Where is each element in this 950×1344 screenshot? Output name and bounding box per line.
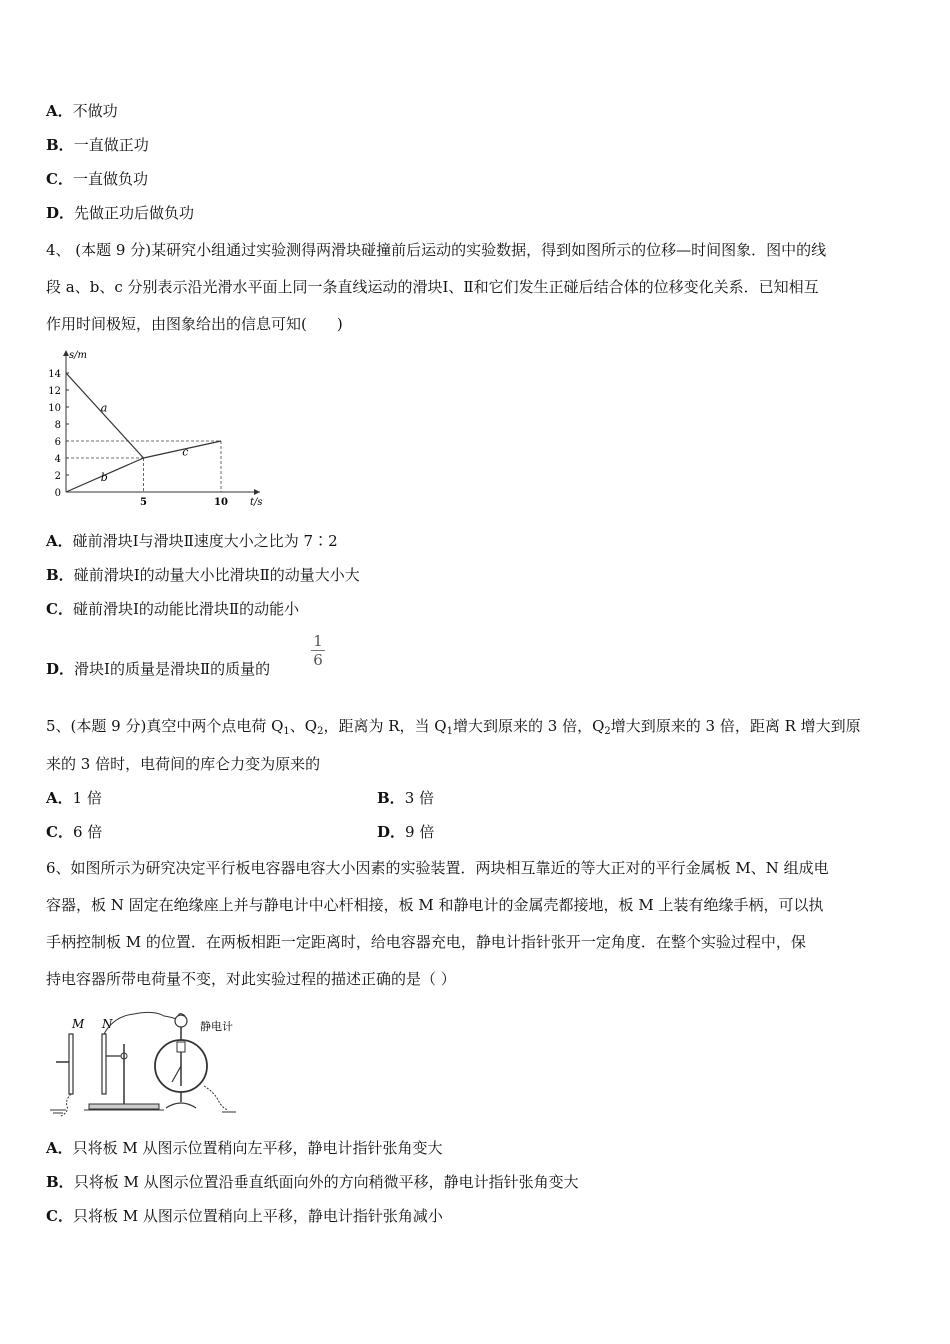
series-line-a bbox=[66, 373, 144, 458]
q5-option-c bbox=[46, 822, 102, 842]
q6-stem-line-2: 容器，板 N 固定在绝缘座上并与静电计中心杆相接，板 M 和静电计的金属壳都接地，板 M 上装有绝缘手柄，可以执 bbox=[46, 896, 824, 914]
q6-option-a bbox=[46, 1138, 443, 1158]
q3-option-d bbox=[46, 203, 194, 223]
option-label: A． bbox=[46, 102, 73, 120]
electrometer-knob bbox=[175, 1015, 187, 1027]
electrometer-label: 静电计 bbox=[200, 1020, 233, 1033]
option-label: C． bbox=[46, 1207, 73, 1225]
q3-option-a bbox=[46, 101, 118, 121]
fraction-denominator: 6 bbox=[313, 651, 323, 669]
option-label: D． bbox=[46, 660, 75, 678]
option-text: 只将板 M 从图示位置沿垂直纸面向外的方向稍微平移，静电计指针张角变大 bbox=[73, 1173, 579, 1191]
x-tick-label: 10 bbox=[214, 497, 228, 508]
electrometer-base bbox=[166, 1103, 196, 1108]
option-label: B． bbox=[377, 789, 405, 807]
q6-stem-line-3: 手柄控制板 M 的位置．在两板相距一定距离时，给电容器充电，静电计指针张开一定角度．在整个实验过程中，保 bbox=[46, 933, 806, 951]
option-label: B． bbox=[46, 136, 74, 154]
x-axis-arrow-icon bbox=[254, 489, 260, 495]
subscript: 2 bbox=[604, 726, 611, 737]
q5-text-c: 增大到原来的 3 倍，Q bbox=[452, 717, 605, 735]
stand-base bbox=[89, 1104, 159, 1109]
option-text: 只将板 M 从图示位置稍向上平移，静电计指针张角减小 bbox=[72, 1207, 443, 1225]
y-tick-label: 8 bbox=[54, 420, 61, 431]
q5-option-d bbox=[377, 822, 434, 842]
series-label-b: b bbox=[100, 471, 108, 484]
q6-stem-line-4: 持电容器所带电荷量不变，对此实验过程的描述正确的是（ ） bbox=[46, 970, 456, 988]
option-label: C． bbox=[46, 823, 73, 841]
chart-labels bbox=[48, 350, 262, 508]
y-tick-label: 12 bbox=[48, 386, 61, 397]
series-label-a: a bbox=[100, 401, 108, 415]
option-text: 碰前滑块Ⅰ的动量大小比滑块Ⅱ的动量大小大 bbox=[73, 566, 360, 584]
q4-stem-line-2: 段 a、b、c 分别表示沿光滑水平面上同一条直线运动的滑块Ⅰ、Ⅱ和它们发生正碰后结合体的位移变化关系．已知相互 bbox=[46, 278, 819, 296]
q6-option-b bbox=[46, 1172, 579, 1192]
q5-text-b: ，距离为 R，当 Q bbox=[323, 717, 447, 735]
option-text: 碰前滑块Ⅰ与滑块Ⅱ速度大小之比为 7∶2 bbox=[72, 532, 338, 550]
q3-option-b bbox=[46, 135, 149, 155]
position-time-chart bbox=[44, 342, 274, 510]
connecting-wire bbox=[104, 1012, 186, 1034]
q4-option-c bbox=[46, 599, 299, 619]
x-tick-label: 5 bbox=[140, 497, 147, 508]
y-tick-label: 4 bbox=[54, 454, 61, 465]
series-label-c: c bbox=[182, 445, 189, 459]
q5-stem-line-1 bbox=[46, 716, 861, 742]
option-text: 一直做负功 bbox=[72, 170, 148, 188]
option-text: 不做功 bbox=[72, 102, 118, 120]
option-text: 一直做正功 bbox=[73, 136, 149, 154]
plate-n-label: N bbox=[102, 1017, 113, 1031]
q4-option-a bbox=[46, 531, 338, 551]
capacitor-electrometer-figure bbox=[44, 1004, 244, 1120]
option-text: 只将板 M 从图示位置稍向左平移，静电计指针张角变大 bbox=[72, 1139, 443, 1157]
option-label: C． bbox=[46, 600, 73, 618]
option-label: C． bbox=[46, 170, 73, 188]
option-text: 碰前滑块Ⅰ的动能比滑块Ⅱ的动能小 bbox=[72, 600, 300, 618]
q4-option-b bbox=[46, 565, 360, 585]
q4-stem-line-3: 作用时间极短，由图象给出的信息可知( ) bbox=[46, 315, 343, 333]
plate-m bbox=[69, 1034, 73, 1094]
fraction-numerator: 1 bbox=[313, 632, 323, 650]
subscript: 2 bbox=[317, 726, 324, 737]
option-label: D． bbox=[377, 823, 406, 841]
chart-guides bbox=[66, 441, 221, 492]
y-tick-label: 2 bbox=[54, 471, 61, 482]
plate-n bbox=[102, 1034, 106, 1094]
q5-stem-line-2: 来的 3 倍时，电荷间的库仑力变为原来的 bbox=[46, 755, 321, 773]
q4-option-d bbox=[46, 659, 270, 679]
y-tick-label: 10 bbox=[48, 403, 61, 414]
option-text: 3 倍 bbox=[404, 789, 434, 807]
option-label: B． bbox=[46, 566, 74, 584]
option-label: D． bbox=[46, 204, 75, 222]
option-text: 滑块Ⅰ的质量是滑块Ⅱ的质量的 bbox=[74, 660, 271, 678]
y-tick-label: 6 bbox=[54, 437, 61, 448]
q5-text-sep: 、Q bbox=[289, 717, 318, 735]
y-tick-label: 14 bbox=[48, 369, 61, 380]
q3-option-c bbox=[46, 169, 148, 189]
option-text: 6 倍 bbox=[72, 823, 103, 841]
subscript: 1 bbox=[283, 726, 290, 737]
q5-option-b bbox=[377, 788, 434, 808]
ground-wire-meter bbox=[204, 1086, 228, 1110]
option-text: 先做正功后做负功 bbox=[74, 204, 195, 222]
y-tick-label: 0 bbox=[54, 488, 61, 499]
option-label: A． bbox=[46, 789, 73, 807]
option-text: 9 倍 bbox=[405, 823, 435, 841]
q5-text-d: 增大到原来的 3 倍，距离 R 增大到原 bbox=[610, 717, 861, 735]
q5-text-a: 5、(本题 9 分)真空中两个点电荷 Q bbox=[46, 717, 284, 735]
fraction-one-sixth bbox=[311, 633, 325, 668]
subscript: 1 bbox=[446, 726, 453, 737]
y-axis-label: s/m bbox=[69, 350, 87, 361]
chart-axes bbox=[63, 350, 260, 495]
plate-m-label: M bbox=[72, 1017, 85, 1031]
option-label: A． bbox=[46, 532, 73, 550]
option-text: 1 倍 bbox=[72, 789, 102, 807]
option-label: A． bbox=[46, 1139, 73, 1157]
x-axis-label: t/s bbox=[250, 497, 263, 508]
q4-stem-line-1: 4、 (本题 9 分)某研究小组通过实验测得两滑块碰撞前后运动的实验数据，得到如图所示的位移—时间图象．图中的线 bbox=[46, 241, 827, 259]
q5-option-a bbox=[46, 788, 102, 808]
q6-stem-line-1: 6、如图所示为研究决定平行板电容器电容大小因素的实验装置．两块相互靠近的等大正对的平行金属板 M、N 组成电 bbox=[46, 859, 829, 877]
option-label: B． bbox=[46, 1173, 74, 1191]
q6-option-c bbox=[46, 1206, 443, 1226]
